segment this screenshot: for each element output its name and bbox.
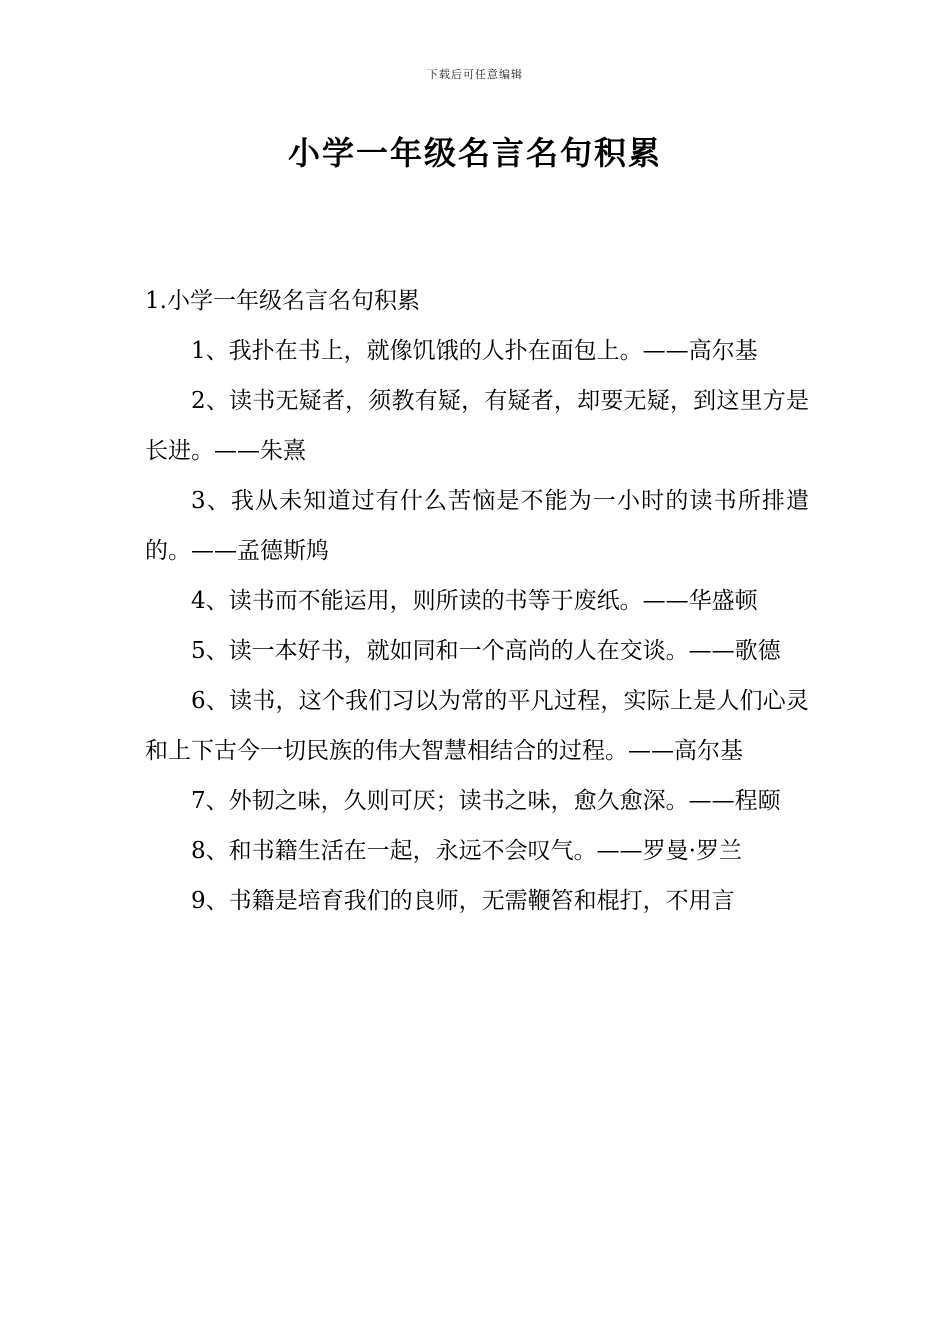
header-note: 下载后可任意编辑	[427, 68, 523, 81]
quote-list	[145, 326, 809, 926]
quote-item-3: 3、我从未知道过有什么苦恼是不能为一小时的读书所排遣的。——孟德斯鸠	[145, 488, 809, 564]
quote-item-8: 8、和书籍生活在一起，永远不会叹气。——罗曼·罗兰	[191, 838, 742, 864]
quote-item-4: 4、读书而不能运用，则所读的书等于废纸。——华盛顿	[191, 588, 758, 614]
quote-item-6: 6、读书，这个我们习以为常的平凡过程，实际上是人们心灵和上下古今一切民族的伟大智慧相结合的过程。——高尔基	[145, 688, 809, 764]
quote-item-1: 1、我扑在书上，就像饥饿的人扑在面包上。——高尔基	[191, 338, 758, 364]
quote-item-9: 9、书籍是培育我们的良师，无需鞭笞和棍打，不用言	[191, 888, 735, 914]
quote-item-7: 7、外韧之味，久则可厌；读书之味，愈久愈深。——程颐	[191, 788, 781, 814]
document-title: 小学一年级名言名句积累	[287, 134, 662, 172]
document-body	[145, 276, 809, 926]
quote-item-2: 2、读书无疑者，须教有疑，有疑者，却要无疑，到这里方是长进。——朱熹	[145, 388, 809, 464]
quote-item-5: 5、读一本好书，就如同和一个高尚的人在交谈。——歌德	[191, 638, 781, 664]
section-heading: 1.小学一年级名言名句积累	[145, 288, 420, 314]
